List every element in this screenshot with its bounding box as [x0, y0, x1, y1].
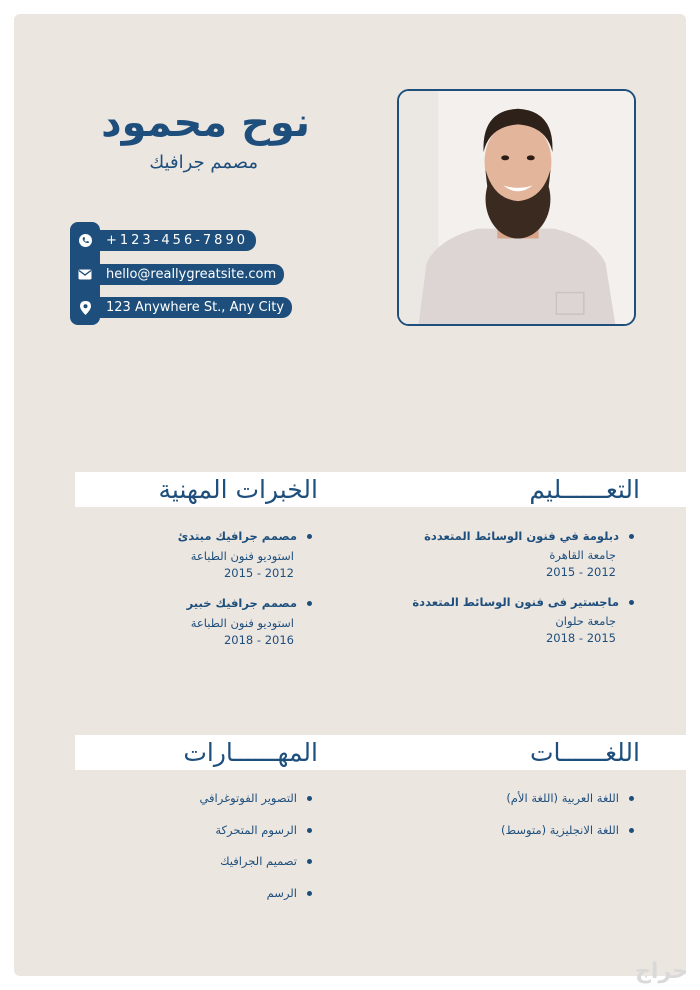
bullet-icon: [307, 891, 312, 896]
profile-photo: [397, 89, 636, 326]
role-years: 2016 - 2018: [223, 633, 294, 647]
bullet-icon: [629, 828, 634, 833]
street-address: 123 Anywhere St., Any City: [100, 297, 292, 318]
language-item: [501, 822, 634, 838]
experience-details: [191, 548, 294, 582]
role-title: مصمم جرافيك خبير: [186, 596, 297, 610]
mail-icon: [70, 264, 100, 285]
experience-item: [187, 595, 312, 611]
company-name: استوديو فنون الطباعة: [190, 549, 294, 563]
skill-label: الرسم: [266, 886, 297, 900]
contact-email: [70, 264, 284, 285]
degree-title: دبلومة في فنون الوسائط المتعددة: [424, 529, 619, 543]
skill-item: [215, 822, 312, 838]
experience-details: [191, 615, 294, 649]
contact-phone: [70, 230, 256, 251]
phone-icon: [70, 230, 100, 251]
education-heading: التعــــــليم: [529, 475, 640, 504]
job-title: مصمم جرافيك: [149, 152, 258, 173]
role-years: 2012 - 2015: [223, 566, 294, 580]
language-item: [506, 790, 634, 806]
bullet-icon: [307, 796, 312, 801]
bullet-icon: [307, 601, 312, 606]
degree-title: ماجستير فى فنون الوسائط المتعددة: [412, 595, 619, 609]
person-name: نوح محمود: [101, 100, 310, 146]
watermark-logo: حراج: [635, 959, 688, 984]
bullet-icon: [629, 534, 634, 539]
skill-item: [199, 790, 312, 806]
bullet-icon: [629, 600, 634, 605]
skill-item: [220, 853, 312, 869]
bullet-icon: [307, 534, 312, 539]
school-years: 2015 - 2018: [545, 631, 616, 645]
bullet-icon: [629, 796, 634, 801]
education-item: [424, 528, 634, 544]
experience-heading: الخبرات المهنية: [158, 475, 318, 504]
company-name: استوديو فنون الطباعة: [190, 616, 294, 630]
education-item: [412, 594, 634, 610]
language-label: اللغة الانجليزية (متوسط): [501, 823, 619, 837]
school-name: جامعة القاهرة: [549, 548, 616, 562]
role-title: مصمم جرافيك مبتدئ: [177, 529, 297, 543]
school-name: جامعة حلوان: [555, 614, 616, 628]
experience-item: [178, 528, 312, 544]
education-details: [546, 547, 616, 581]
school-years: 2012 - 2015: [545, 565, 616, 579]
skill-label: التصوير الفوتوغرافي: [199, 791, 297, 805]
education-details: [546, 613, 616, 647]
skill-label: الرسوم المتحركة: [215, 823, 297, 837]
phone-number[interactable]: +123-456-7890: [100, 230, 256, 251]
language-label: اللغة العربية (اللغة الأم): [506, 791, 619, 805]
bullet-icon: [307, 859, 312, 864]
skill-label: تصميم الجرافيك: [220, 854, 297, 868]
email-address[interactable]: hello@reallygreatsite.com: [100, 264, 284, 285]
contact-address: [70, 297, 292, 318]
skill-item: [267, 885, 312, 901]
languages-heading: اللغــــــات: [530, 738, 640, 767]
bullet-icon: [307, 828, 312, 833]
skills-heading: المهــــــارات: [183, 738, 318, 767]
location-icon: [70, 297, 100, 318]
